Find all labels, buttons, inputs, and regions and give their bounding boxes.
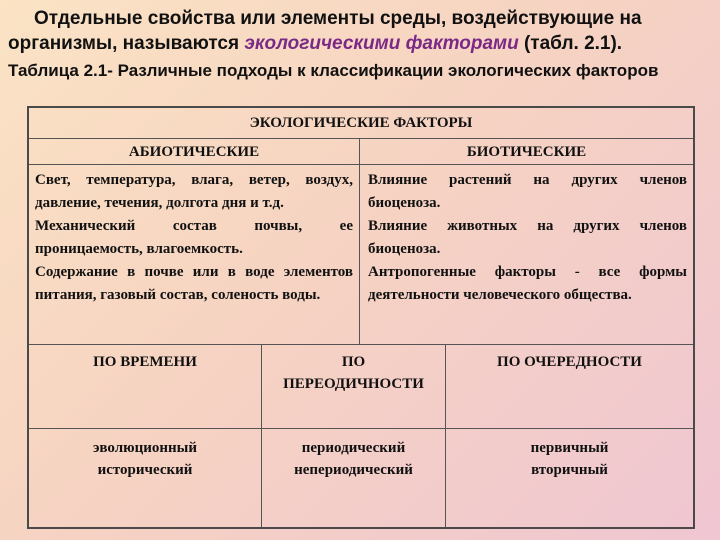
period-value: непериодический [294,462,413,478]
heading [8,6,716,82]
time-value: эволюционный [92,440,198,456]
table-caption: Таблица 2.1- Различные подходы к классификации экологических факторов [8,61,659,80]
abiotic-line: Механический состав почвы, ее проницаемость, влагоемкость. [35,218,353,257]
time-values-cell [29,428,261,527]
order-values-cell [445,428,693,527]
intro-before: Отдельные свойства или элементы среды, воздействующие на организмы, называются [8,8,642,54]
intro-after: (табл. 2.1). [518,33,623,54]
biotic-header: БИОТИЧЕСКИЕ [359,138,693,164]
abiotic-cell [29,164,359,344]
col-time-header: ПО ВРЕМЕНИ [29,344,261,428]
abiotic-header: АБИОТИЧЕСКИЕ [29,138,359,164]
table-title: ЭКОЛОГИЧЕСКИЕ ФАКТОРЫ [249,115,473,131]
col-period-header: ПО ПЕРЕОДИЧНОСТИ [261,344,445,428]
biotic-cell [359,164,693,344]
order-value: вторичный [531,462,608,478]
biotic-line: Влияние животных на других членов биоценоза. [368,218,687,257]
biotic-line: Влияние растений на других членов биоценоза. [368,172,687,211]
period-value: периодический [301,440,406,456]
order-value: первичный [530,440,609,456]
biotic-line: Антропогенные факторы - все формы деятельности человеческого общества. [368,264,687,303]
factors-table [27,106,695,529]
intro-text [8,6,716,56]
abiotic-line: Свет, температура, влага, ветер, воздух, давление, течения, долгота дня и т.д. [35,172,353,211]
abiotic-line: Содержание в почве или в воде элементов питания, газовый состав, соленость воды. [35,264,353,303]
col-order-header: ПО ОЧЕРЕДНОСТИ [445,344,693,428]
period-values-cell [261,428,445,527]
intro-highlight: экологическими факторами [244,33,519,54]
time-value: исторический [97,462,193,478]
